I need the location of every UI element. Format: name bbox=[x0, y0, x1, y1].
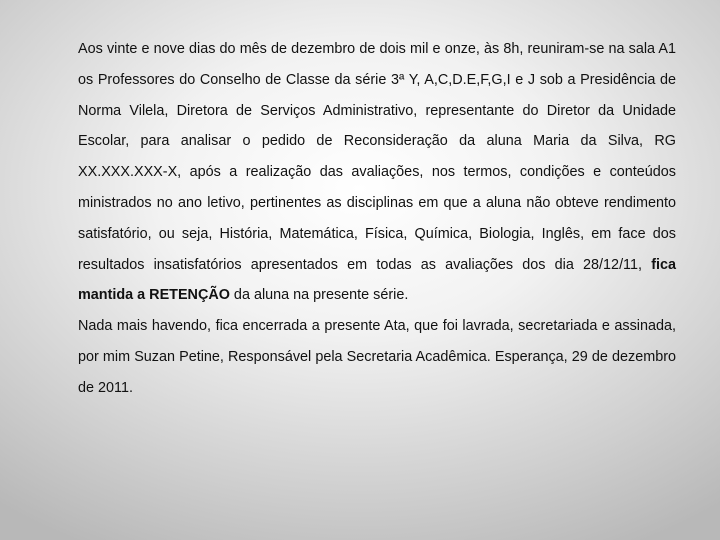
decision-retention-highlight: fica mantida a RETENÇÃO bbox=[78, 256, 676, 304]
minutes-paragraph-decision bbox=[78, 34, 676, 311]
minutes-paragraph-closing: Nada mais havendo, fica encerrada a presente Ata, que foi lavrada, secretariada e assinada, por mim Suzan Petine, Responsável pela Secretaria Acadêmica. Esperança, 29 de dezembro de 2011. bbox=[78, 318, 676, 396]
decision-text-intro: Aos vinte e nove dias do mês de dezembro de dois mil e onze, às 8h, reuniram-se na sala A1 os Professores do Conselho de Classe da série 3ª Y, A,C,D.E,F,G,I e J sob a Presidência de Norma Vilela, Diretora de Serviços Administrativo, representante do Diretor da Unidade Escolar, para analisar o pedido de Reconsideração da aluna Maria da Silva, RG XX.XXX.XXX-X, após a realização das avaliações, nos termos, condições e conteúdos ministrados no ano letivo, pertinentes as disciplinas em que a aluna não obteve rendimento satisfatório, ou seja, História, Matemática, Física, Química, Biologia, Inglês, em face dos resultados insatisfatórios apresentados em todas as avaliações dos dia 28/12/11, bbox=[78, 41, 676, 273]
minutes-text-block bbox=[78, 34, 676, 404]
decision-text-outro: da aluna na presente série. bbox=[229, 287, 409, 304]
